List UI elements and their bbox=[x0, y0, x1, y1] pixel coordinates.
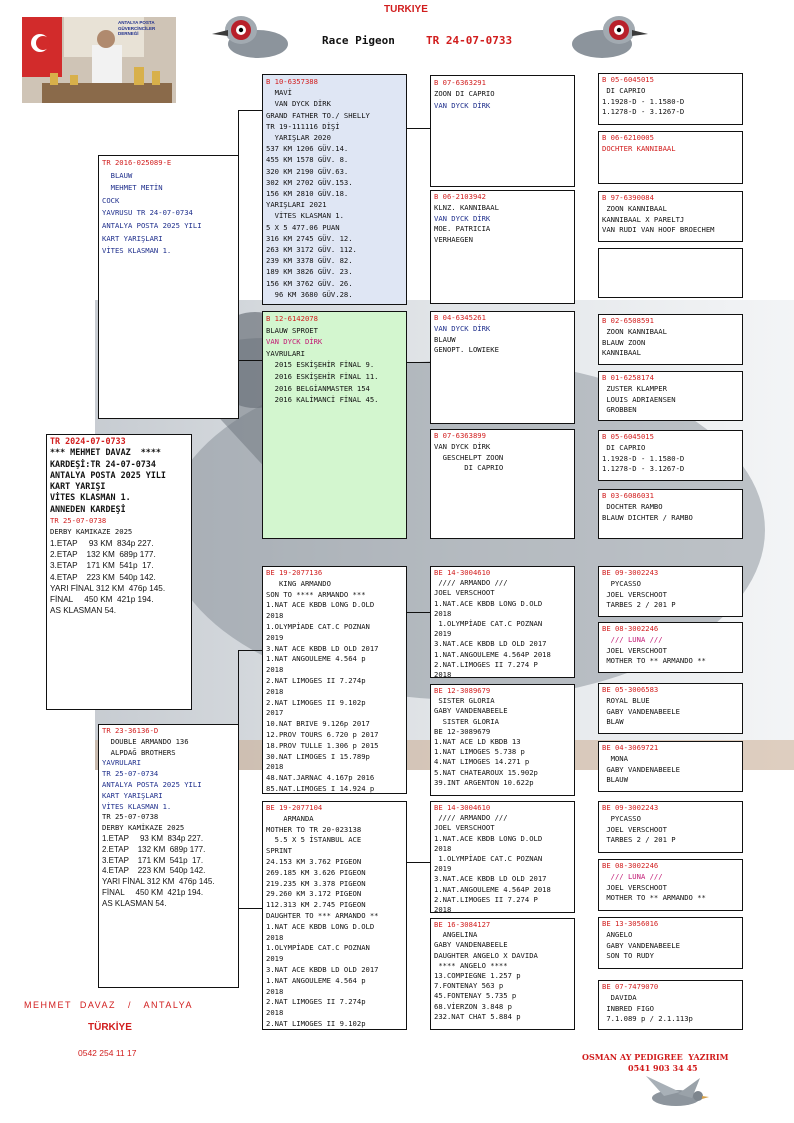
pigeon-head-right-icon bbox=[570, 10, 652, 62]
ggdam-mm-box: BE 16-3084127 ANGELINA GABY VANDENABEELE DAUGHTER ANGELO X DAVIDA **** ANGELO **** 13.COMPIEGNE 1.257 p 7.FONTENAY 563 p 45.FONTENAY 5.735 p 68.VİERZON 3.848 p 232.NAT CHAT 5.884 p bbox=[430, 918, 575, 1030]
ggdam-fm-box: B 07-6363899 VAN DYCK DİRK GESCHELPT ZOON DI CAPRIO bbox=[430, 429, 575, 539]
gen4-box-j: BE 08-3002246 /// LUNA /// JOEL VERSCHOOT MOTHER TO ** ARMANDO ** bbox=[598, 622, 743, 673]
header-country: TURKIYE bbox=[384, 4, 428, 15]
gen4-box-a: B 05-6045015 DI CAPRIO 1.1928-D - 1.1580-D 1.1278-D - 3.1267-D bbox=[598, 73, 743, 125]
gen4-box-n: BE 08-3002246 /// LUNA /// JOEL VERSCHOOT MOTHER TO ** ARMANDO ** bbox=[598, 859, 743, 911]
gen4-box-m: BE 09-3002243 PYCASSO JOEL VERSCHOOT TARBES 2 / 201 P bbox=[598, 801, 743, 853]
ggsire-fm-box: B 04-6345261 VAN DYCK DİRK BLAUW GENOPT. LOWIEKE bbox=[430, 311, 575, 424]
ggsire-mm-box: BE 14-3004610 //// ARMANDO /// JOEL VERSCHOOT 1.NAT.ACE KBDB LONG D.OLD 2018 1.OLYMPİADE CAT.C POZNAN 2019 3.NAT.ACE KBDB LD OLD 2017 1.NAT.ANGOULEME 4.564P 2018 2.NAT.LIMOGES II 7.274 P 2018 bbox=[430, 801, 575, 913]
gen4-box-p: BE 07-7479070 DAVIDA INBRED FIGO 7.1.089 p / 2.1.113p bbox=[598, 980, 743, 1030]
pigeon-head-left-icon bbox=[208, 10, 290, 62]
footer-country: TÜRKİYE bbox=[88, 1022, 132, 1033]
header-ring-number: TR 24-07-0733 bbox=[426, 34, 513, 47]
gen4-box-l: BE 04-3069721 MONA GABY VANDENABEELE BLAUW bbox=[598, 741, 743, 792]
mother-box: TR 23-36136-D DOUBLE ARMANDO 136 ALPDAĞ BROTHERS YAVRULARI TR 25-07-0734 ANTALYA POSTA 2025 YILI KART YARIŞLARI VİTES KLASMAN 1. TR 25-07-0738 DERBY KAMİKAZE 2025 1.ETAP 93 KM 834p 227. 2.ETAP 132 KM 689p 177. 3.ETAP 171 KM 541p 17. 4.ETAP 223 KM 540p 142. YARI FİNAL 312 KM 476p 145. FİNAL 450 KM 421p 194. AS KLASMAN 54. bbox=[98, 724, 239, 988]
gen4-box-g: B 05-6045015 DI CAPRIO 1.1928-D - 1.1580-D 1.1278-D - 3.1267-D bbox=[598, 430, 743, 481]
header-race-label: Race Pigeon bbox=[322, 34, 395, 47]
designer-credit: OSMAN AY PEDIGREE YAZIRIM bbox=[582, 1052, 729, 1062]
granddam-paternal-box: B 12-6142078 BLAUW SPROET VAN DYCK DİRK YAVRULARI 2015 ESKİŞEHİR FİNAL 9. 2016 ESKİŞEHİR FİNAL 11. 2016 BELGİANMASTER 154 2016 KALİMANCİ FİNAL 45. bbox=[262, 311, 407, 539]
gen4-box-h: B 03-6086031 DOCHTER RAMBO BLAUW DICHTER / RAMBO bbox=[598, 489, 743, 539]
grandsire-maternal-box: BE 19-2077136 KING ARMANDO SON TO **** ARMANDO *** 1.NAT ACE KBDB LONG D.OLD 2018 1.OLYMPİADE CAT.C POZNAN 2019 3.NAT ACE KBDB LD OLD 2017 1.NAT ANGOULEME 4.564 p 2018 2.NAT LIMOGES II 7.274p 2018 2.NAT LIMOGES II 9.102p 2017 10.NAT BRIVE 9.126p 2017 12.PROV TOURS 6.720 p 2017 18.PROV TULLE 1.306 p 2015 30.NAT LIMOGES I 15.789p 2018 48.NAT.JARNAC 4.167p 2016 85.NAT.LIMOGES I 14.924 p bbox=[262, 566, 407, 794]
gen4-box-d bbox=[598, 248, 743, 298]
footer-phone: 0542 254 11 17 bbox=[78, 1048, 137, 1058]
ggsire-ff-box: B 07-6363291 ZOON DI CAPRIO VAN DYCK DİRK bbox=[430, 75, 575, 187]
photo-banner: ANTALYA POSTA GÜVERCİNCİLER DERNEĞİ bbox=[118, 20, 156, 36]
ggdam-ff-box: B 06-2103942 KLNZ. KANNIBAAL VAN DYCK DİRK MOE. PATRICIA VERHAEGEN bbox=[430, 190, 575, 304]
gen4-box-b: B 06-6210005 DOCHTER KANNIBAAL bbox=[598, 131, 743, 184]
footer-owner: MEHMET DAVAZ / ANTALYA bbox=[24, 1000, 194, 1010]
granddam-maternal-box: BE 19-2077104 ARMANDA MOTHER TO TR 20-023138 5.5 X 5 İSTANBUL ACE SPRINT 24.153 KM 3.762 PIGEON 269.185 KM 3.626 PIGEON 219.235 KM 3.378 PIGEON 29.260 KM 3.172 PIGEON 112.313 KM 2.745 PIGEON DAUGHTER TO *** ARMANDO ** 1.NAT ACE KBDB LONG D.OLD 2018 1.OLYMPİADE CAT.C POZNAN 2019 3.NAT ACE KBDB LD OLD 2017 1.NAT ANGOULEME 4.564 p 2018 2.NAT LIMOGES II 7.274p 2018 2.NAT LIMOGES II 9.102p bbox=[262, 801, 407, 1030]
grandsire-paternal-box: B 10-6357388 MAVİ VAN DYCK DİRK GRAND FATHER TO./ SHELLY TR 19-111116 DİŞİ YARIŞLAR 2020 537 KM 1206 GÜV.14. 455 KM 1578 GÜV. 8. 320 KM 2190 GÜV.63. 302 KM 2702 GÜV.153. 156 KM 2810 GÜV.18. YARIŞLARI 2021 VİTES KLASMAN 1. 5 X 5 477.06 PUAN 316 KM 2745 GÜV. 12. 263 KM 3172 GÜV. 112. 239 KM 3378 GÜV. 82. 189 KM 3826 GÜV. 23. 156 KM 3762 GÜV. 26. 96 KM 3680 GÜV.28. bbox=[262, 74, 407, 305]
main-pigeon-box: TR 2024-07-0733 *** MEHMET DAVAZ **** KARDEŞİ:TR 24-07-0734 ANTALYA POSTA 2025 YILI KART YARIŞI VİTES KLASMAN 1. ANNEDEN KARDEŞİ TR 25-07-0738 DERBY KAMIKAZE 2025 1.ETAP 93 KM 834p 227. 2.ETAP 132 KM 689p 177. 3.ETAP 171 KM 541p 17. 4.ETAP 223 KM 540p 142. YARI FİNAL 312 KM 476p 145. FİNAL 450 KM 421p 194. AS KLASMAN 54. bbox=[46, 434, 192, 710]
father-box: TR 2016-025089-E BLAUW MEHMET METİN COCK YAVRUSU TR 24-07-0734 ANTALYA POSTA 2025 YILI KART YARIŞLARI VİTES KLASMAN 1. bbox=[98, 155, 239, 419]
gen4-box-k: BE 05-3006583 ROYAL BLUE GABY VANDENABEELE BLAW bbox=[598, 683, 743, 734]
gen4-box-f: B 01-6258174 ZUSTER KLAMPER LOUIS ADRIAENSEN GROBBEN bbox=[598, 371, 743, 421]
gen4-box-c: B 97-6390084 ZOON KANNIBAAL KANNIBAAL X PARELTJ VAN RUDI VAN HOOF BROECHEM bbox=[598, 191, 743, 242]
designer-phone: 0541 903 34 45 bbox=[628, 1063, 698, 1073]
flying-pigeon-icon bbox=[640, 1072, 710, 1112]
gen4-box-e: B 02-6508591 ZOON KANNIBAAL BLAUW ZOON KANNIBAAL bbox=[598, 314, 743, 365]
gen4-box-i: BE 09-3002243 PYCASSO JOEL VERSCHOOT TARBES 2 / 201 P bbox=[598, 566, 743, 617]
gen4-box-o: BE 13-3056016 ANGELO GABY VANDENABEELE SON TO RUDY bbox=[598, 917, 743, 969]
ggsire-mf-box: BE 14-3004610 //// ARMANDO /// JOEL VERSCHOOT 1.NAT.ACE KBDB LONG D.OLD 2018 1.OLYMPİADE CAT.C POZNAN 2019 3.NAT.ACE KBDB LD OLD 2017 1.NAT.ANGOULEME 4.564P 2018 2.NAT.LIMOGES II 7.274 P 2018 bbox=[430, 566, 575, 678]
ggdam-mf-box: BE 12-3089679 SISTER GLORIA GABY VANDENABEELE SISTER GLORIA BE 12-3089679 1.NAT ACE LD KBDB 13 1.NAT LIMOGES 5.738 p 4.NAT LIMOGES 14.271 p 5.NAT CHATEAROUX 15.902p 39.INT ARGENTON 10.622p bbox=[430, 684, 575, 796]
